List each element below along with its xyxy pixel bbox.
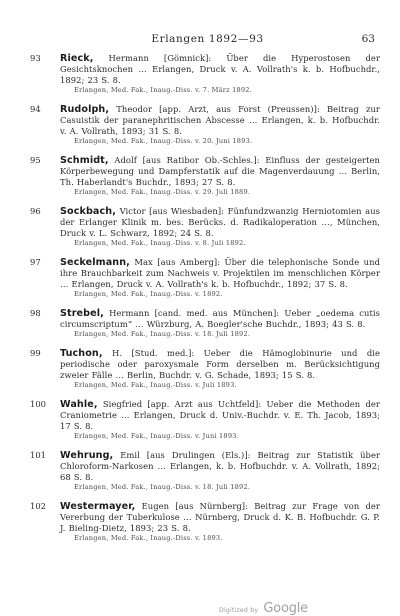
- entry-number: 98: [30, 308, 41, 318]
- entry-number: 94: [30, 104, 41, 114]
- citation-text: Hermann [Gömnick]: Über die Hyperostosen der Gesichtsknochen … Erlangen, Druck v. A. Vollrath's k. b. Hofbuchdr., 1892; 23 S. 8.: [60, 53, 380, 85]
- dissertation-note: Erlangen, Med. Fak., Inaug.-Diss. v. 18. Juli 1892.: [74, 483, 251, 491]
- author-surname: Wehrung,: [60, 450, 114, 461]
- entry-number: 101: [30, 450, 46, 460]
- running-title: Erlangen 1892—93: [151, 33, 264, 45]
- citation-text: Victor [aus Wiesbaden]: Fünfundzwanzig Herniotomien aus der Erlanger Klinik m. bes. Berücks. d. Radikaloperation …, München, Druck v. L. Schwarz, 1892; 24 S. 8.: [60, 206, 380, 238]
- entry-number: 96: [30, 206, 41, 216]
- dissertation-note: Erlangen, Med. Fak., Inaug.-Diss. v. 8. Juli 1892.: [74, 239, 246, 247]
- dissertation-note: Erlangen, Med. Fak., Inaug.-Diss. v. 18. Juli 1892.: [74, 330, 251, 338]
- citation-text: H. [Stud. med.]: Ueber die Hämoglobinurie und die periodische oder paroxysmale Form derselben m. Berücksichtigung zweier Fälle … Berlin, Buchdr. v. G. Schade, 1893; 15 S. 8.: [60, 348, 380, 380]
- list-item: [30, 450, 380, 492]
- entry-citation: [60, 450, 380, 483]
- list-item: [30, 104, 380, 146]
- entry-number: 102: [30, 501, 46, 511]
- entry-number: 95: [30, 155, 41, 165]
- entry-citation: [60, 104, 380, 137]
- citation-text: Theodor [app. Arzt, aus Forst (Preussen)]: Beitrag zur Casuistik der paranephritischen Abscesse … Erlangen, k. b. Hofbuchdr. v. A. Vollrath, 1893; 31 S. 8.: [60, 104, 380, 136]
- entry-citation: [60, 308, 380, 330]
- dissertation-note: Erlangen, Med. Fak., Inaug.-Diss. v. 20. Juni 1893.: [74, 137, 253, 145]
- citation-text: Max [aus Amberg]: Über die telephonische Sonde und ihre Brauchbarkeit zum Nachweis v. Projektilen im menschlichen Körper … Erlangen, Druck v. A. Vollrath's k. b. Hofbuchdr., 1892; 37 S. 8.: [60, 257, 380, 289]
- list-item: [30, 206, 380, 248]
- dissertation-note: Erlangen, Med. Fak., Inaug.-Diss. v. 29. Juli 1889.: [74, 188, 251, 196]
- dissertation-note: Erlangen, Med. Fak., Inaug.-Diss. v. 1893.: [74, 534, 223, 542]
- citation-text: Emil [aus Drulingen (Els.)]: Beitrag zur Statistik über Chloroform-Narkosen … Erlangen, k. b. Hofbuchdr. v. A. Vollrath, 1892; 68 S. 8.: [60, 450, 380, 482]
- entry-citation: [60, 348, 380, 381]
- entry-number: 100: [30, 399, 46, 409]
- list-item: [30, 257, 380, 299]
- author-surname: Westermayer,: [60, 501, 136, 512]
- list-item: [30, 308, 380, 339]
- list-item: [30, 399, 380, 441]
- list-item: [30, 501, 380, 543]
- entry-citation: [60, 155, 380, 188]
- author-surname: Rudolph,: [60, 104, 110, 115]
- entry-citation: [60, 399, 380, 432]
- author-surname: Schmidt,: [60, 155, 109, 166]
- watermark-prefix: Digitized by: [219, 607, 259, 614]
- page-number: 63: [361, 33, 375, 45]
- author-surname: Rieck,: [60, 53, 94, 64]
- dissertation-note: Erlangen, Med. Fak., Inaug.-Diss. v. 1892.: [74, 290, 223, 298]
- citation-text: Hermann [cand. med. aus München]: Ueber „oedema cutis circumscriptum“ … Würzburg, A. Boegler'sche Buchdr., 1893; 43 S. 8.: [60, 308, 380, 329]
- dissertation-note: Erlangen, Med. Fak., Inaug.-Diss. v. Juni 1893.: [74, 432, 239, 440]
- dissertation-note: Erlangen, Med. Fak., Inaug.-Diss. v. Juli 1893.: [74, 381, 237, 389]
- digitized-watermark: [219, 597, 308, 616]
- dissertation-note: Erlangen, Med. Fak., Inaug.-Diss. v. 7. März 1892.: [74, 86, 252, 94]
- author-surname: Strebel,: [60, 308, 104, 319]
- author-surname: Tuchon,: [60, 348, 103, 359]
- list-item: [30, 348, 380, 390]
- author-surname: Wahle,: [60, 399, 98, 410]
- citation-text: Eugen [aus Nürnberg]: Beitrag zur Frage von der Vererbung der Tuberkulose … Nürnberg, Druck d. K. B. Hofbuchdr. G. P. J. Bieling-Dietz, 1893; 23 S. 8.: [60, 501, 380, 533]
- citation-text: Adolf [aus Ratibor Ob.-Schles.]: Einfluss der gesteigerten Körperbewegung und Dampferstatik auf die Magenverdauung … Berlin, Th. Haberlandt's Buchdr., 1893; 27 S. 8.: [60, 155, 380, 187]
- list-item: [30, 53, 380, 95]
- entry-number: 99: [30, 348, 41, 358]
- entry-citation: [60, 257, 380, 290]
- running-head: [40, 33, 375, 47]
- bibliography-list: [30, 53, 380, 552]
- entry-number: 97: [30, 257, 41, 267]
- entry-number: 93: [30, 53, 41, 63]
- entry-citation: [60, 501, 380, 534]
- author-surname: Seckelmann,: [60, 257, 130, 268]
- citation-text: Siegfried [app. Arzt aus Uchtfeld]: Ueber die Methoden der Craniometrie … Erlangen, Druck d. Univ.-Buchdr. v. E. Th. Jacob, 1893; 17 S. 8.: [60, 399, 380, 431]
- google-logo: Google: [263, 601, 308, 616]
- author-surname: Sockbach,: [60, 206, 116, 217]
- entry-citation: [60, 206, 380, 239]
- entry-citation: [60, 53, 380, 86]
- list-item: [30, 155, 380, 197]
